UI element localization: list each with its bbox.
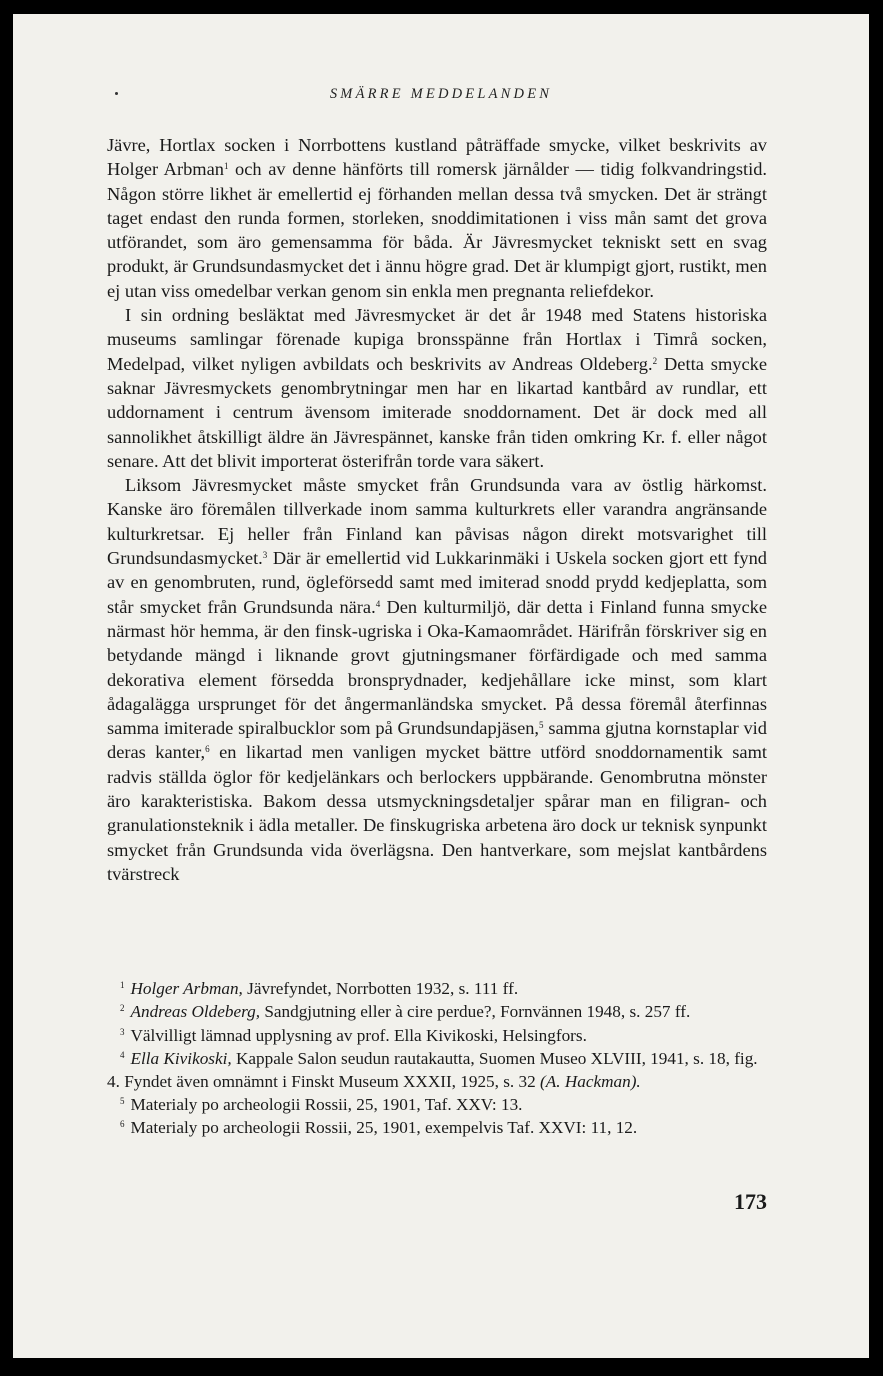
footnote-credit: (A. Hackman).	[540, 1071, 641, 1091]
text-run: Jävre, Hortlax socken i Norrbottens kustland påträffade smycke, vilket beskrivits av Holger Arbman	[107, 135, 767, 180]
footnote-text: Välvilligt lämnad upplysning av prof. Ella Kivikoski, Helsingfors.	[130, 1025, 587, 1045]
footnote-ref: 3	[262, 550, 268, 561]
footnote-ref: 4	[375, 598, 381, 609]
text-run: I sin ordning besläktat med Jävresmycket är det år 1948 med Statens historiska museums samlingar förenade kupiga bronsspänne från Hortlax i Timrå socken, Medelpad, vilket nyligen avbildats och beskrivits av Andreas Oldeberg.	[107, 305, 767, 374]
footnote-ref: 1	[223, 161, 229, 172]
footnote	[107, 1025, 767, 1047]
body-text	[107, 133, 767, 886]
footnote-ref: 5	[539, 720, 544, 731]
footnote-number: 2	[120, 1003, 125, 1014]
footnote-text: Kappale Salon seudun rautakautta, Suomen Museo XLVIII, 1941, s. 18, fig. 4. Fyndet även omnämnt i Finskt Museum XXXII, 1925, s. 32	[107, 1049, 758, 1091]
paragraph	[107, 473, 767, 886]
footnote-number: 5	[120, 1096, 125, 1107]
footnote	[107, 1048, 767, 1093]
text-run: och av denne hänförts till romersk järnålder — tidig folkvandringstid. Någon större likhet är emellertid ej förhanden mellan dessa två smycken. Det är strängt taget endast den runda formen, storleken, snoddimitationen i viss mån samt det grova utförandet, som äro gemensamma för båda. Är Jävresmycket tekniskt sett en svag produkt, är Grundsundasmycket det i ännu högre grad. Det är klumpigt gjort, rustikt, men ej utan viss omedelbar verkan genom sin enkla men pregnanta reliefdekor.	[107, 159, 767, 301]
running-header: SMÄRRE MEDDELANDEN	[329, 86, 553, 102]
footnote	[107, 1001, 767, 1023]
text-run: Där är emellertid vid Lukkarinmäki i Uskela socken gjort ett fynd av en genombruten, rund, öglеförsedd samt med imiterad snodd prydd kedjeplatta, som står smycket från Grundsunda nära.	[107, 548, 767, 617]
page	[13, 14, 869, 1358]
footnote-number: 4	[120, 1050, 125, 1061]
footnotes	[107, 978, 767, 1141]
footnote-text: Jävrefyndet, Norrbotten 1932, s. 111 ff.	[242, 979, 519, 998]
footnote	[107, 978, 767, 1000]
footnote-ref: 2	[652, 355, 658, 366]
paragraph	[107, 303, 767, 473]
text-run: en likartad men vanligen mycket bättre utförd snoddornamentik samt radvis ställda öglor för kedjelänkars och berlockers uppbärande. Genombrutna mönster äro karakteristiska. Bakom dessa utsmyckningsdetaljer spårar man en filigran- och granulationsteknik i ädla metaller. De finskugriska arbetena äro dock ur teknisk synpunkt smycket från Grundsunda vida överlägsna. Den hantverkare, som mejslat kantbårdens tvärstreck	[107, 742, 767, 884]
text-run: samma gjutna kornstaplar vid deras kanter,	[107, 718, 767, 763]
footnote	[107, 1094, 767, 1116]
page-number: 173	[734, 1189, 767, 1214]
text-run: Liksom Jävresmycket måste smycket från Grundsunda vara av östlig härkomst. Kanske äro föremålen tillverkade inom samma kulturkrets eller varandra angränsande kulturkretsar. Ej heller från Finland kan påvisas någon direkt motsvarighet till Grundsundasmycket.	[107, 475, 767, 569]
footnote-number: 3	[120, 1026, 125, 1037]
footnote-text: Materialy po archeologii Rossii, 25, 1901, exempelvis Taf. XXVI: 11, 12.	[130, 1118, 638, 1138]
footnote-number: 1	[120, 980, 125, 990]
text-run: Den kulturmiljö, där detta i Finland funna smycke närmast hör hemma, är den finsk-ugriska i Oka-Kamaområdet. Härifrån förskriver sig en betydande mängd i liknande grovt gjutningsmaner förfärdigade och med samma dekorativa element försedda bronsprydnader, kedjehållare icke minst, som klart ådagalägga ursprunget för det ångermanländska smycket. På dessa föremål återfinnas samma imiterade spiralbucklor som på Grundsundapjäsen,	[107, 596, 767, 739]
paragraph	[107, 133, 767, 303]
footnote-text: Sandgjutning eller à cire perdue?, Fornvännen 1948, s. 257 ff.	[260, 1002, 691, 1022]
footnote	[107, 1117, 767, 1139]
footnote-author: Holger Arbman,	[130, 979, 243, 998]
footnote-number: 6	[120, 1119, 125, 1130]
footnote-ref: 6	[205, 744, 210, 755]
text-run: Detta smycke saknar Jävresmyckets genombrytningar men har en likartad kantbård av rundlar, ett uddornament i centrum ävensom imiterade snoddornament. Det är dock med all sannolikhet åtskilligt äldre än Jävrespännet, kanske från tiden omkring Kr. f. eller något senare. Att det blivit importerat österifrån torde vara säkert.	[107, 353, 767, 471]
footnote-author: Ella Kivikoski,	[130, 1049, 232, 1069]
footnote-text: Materialy po archeologii Rossii, 25, 1901, Taf. XXV: 13.	[130, 1095, 523, 1115]
footnote-author: Andreas Oldeberg,	[130, 1002, 261, 1022]
